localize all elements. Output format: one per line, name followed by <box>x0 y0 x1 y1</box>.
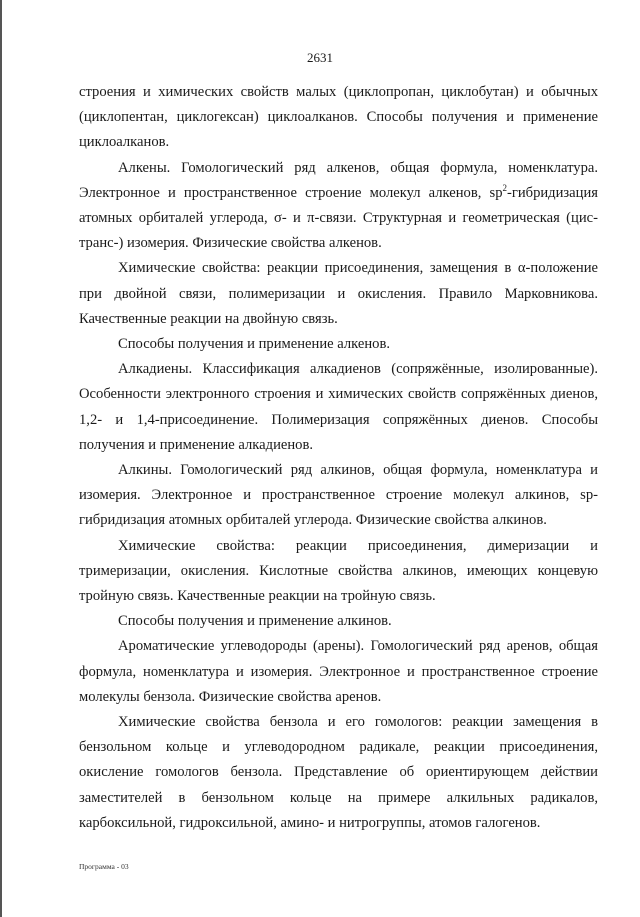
page-edge <box>0 0 2 917</box>
page-number: 2631 <box>307 50 333 65</box>
paragraph-alkenes-production: Способы получения и применение алкенов. <box>118 336 391 353</box>
paragraph-arenes: Ароматические углеводороды (арены). Гомологический ряд аренов, общая формула, номенклатура и изомерия. Электронное и пространственное строение молекулы бензола. Физические свойства аренов. <box>79 638 598 705</box>
paragraph-alkenes <box>79 156 598 257</box>
document-body <box>79 80 598 836</box>
footer-program-label: Программа - 03 <box>79 862 129 871</box>
paragraph-alkenes-text-start: Алкены. Гомологический ряд алкенов, общая формула, номенклатура. Электронное и пространственное строение молекул алкенов, sp <box>79 159 598 201</box>
paragraph-alkynes-production: Способы получения и применение алкинов. <box>118 613 392 630</box>
paragraph-alkadienes: Алкадиены. Классификация алкадиенов (сопряжённые, изолированные). Особенности электронного строения и химических свойств сопряжённых диенов, 1,2- и 1,4-присоединение. Полимеризация сопряжённых диенов. Способы получения и применение алкадиенов. <box>79 361 598 453</box>
paragraph-alkynes-chemical-properties: Химические свойства: реакции присоединения, димеризации и тримеризации, окисления. Кислотные свойства алкинов, имеющих концевую тройную связь. Качественные реакции на тройную связь. <box>79 537 598 605</box>
paragraph-alkynes: Алкины. Гомологический ряд алкинов, общая формула, номенклатура и изомерия. Электронное и пространственное строение молекул алкинов, sp-гибридизация атомных орбиталей углерода. Физические свойства алкинов. <box>79 462 598 529</box>
paragraph-alkenes-chemical-properties: Химические свойства: реакции присоединения, замещения в α-положение при двойной связи, полимеризации и окисления. Правило Марковникова. Качественные реакции на двойную связь. <box>79 260 598 327</box>
paragraph-benzene-chemical-properties: Химические свойства бензола и его гомологов: реакции замещения в бензольном кольце и углеводородном радикале, реакции присоединения, окисление гомологов бензола. Представление об ориентирующем действии заместителей в бензольном кольце на примере алкильных радикалов, карбоксильной, гидроксильной, амино- и нитрогруппы, атомов галогенов. <box>79 714 598 831</box>
sp2-superscript: 2 <box>502 182 507 193</box>
paragraph-cycloalkanes-continuation: строения и химических свойств малых (циклопропан, циклобутан) и обычных (циклопентан, циклогексан) циклоалканов. Способы получения и применение циклоалканов. <box>79 84 598 151</box>
paragraph-alkenes-text-end: -гибридизация атомных орбиталей углерода, σ- и π-связи. Структурная и геометрическая (цис-транс-) изомерия. Физические свойства алкенов. <box>79 184 598 252</box>
